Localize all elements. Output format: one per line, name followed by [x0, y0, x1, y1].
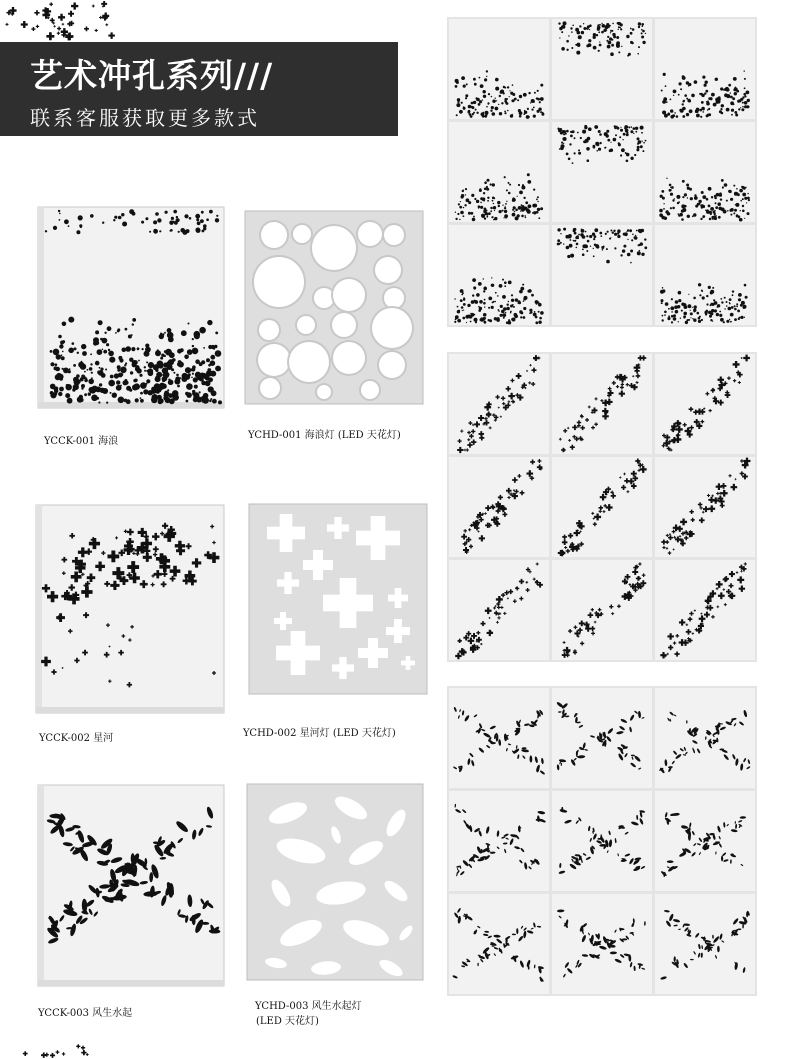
panel-ychd-001: [244, 210, 424, 405]
caption-ychd-003-line1: YCHD-003 风生水起灯: [255, 1001, 362, 1012]
panel-ycck-002: [34, 503, 226, 715]
caption-ycck-001: YCCK-001 海浪: [44, 436, 119, 447]
caption-ychd-002: YCHD-002 星河灯 (LED 天花灯): [243, 728, 396, 739]
panel-ychd-003: [246, 783, 424, 981]
ceiling-grid-wave: [447, 17, 757, 329]
panel-ycck-003: [36, 783, 226, 988]
caption-ycck-003: YCCK-003 风生水起: [38, 1008, 133, 1019]
caption-ychd-003-line2: (LED 天花灯): [256, 1016, 319, 1027]
banner-title: 艺术冲孔系列///: [30, 56, 274, 95]
panel-ychd-002: [248, 503, 428, 695]
caption-ycck-002: YCCK-002 星河: [39, 733, 114, 744]
corner-sparkles-top: [0, 0, 120, 42]
ceiling-grid-star: [447, 352, 757, 663]
corner-sparkles-bottom: [0, 1040, 120, 1059]
banner-subtitle: 联系客服获取更多款式: [30, 106, 260, 130]
caption-ychd-001: YCHD-001 海浪灯 (LED 天花灯): [248, 430, 401, 441]
panel-ycck-001: [36, 205, 226, 410]
ceiling-grid-leaf: [447, 686, 757, 997]
